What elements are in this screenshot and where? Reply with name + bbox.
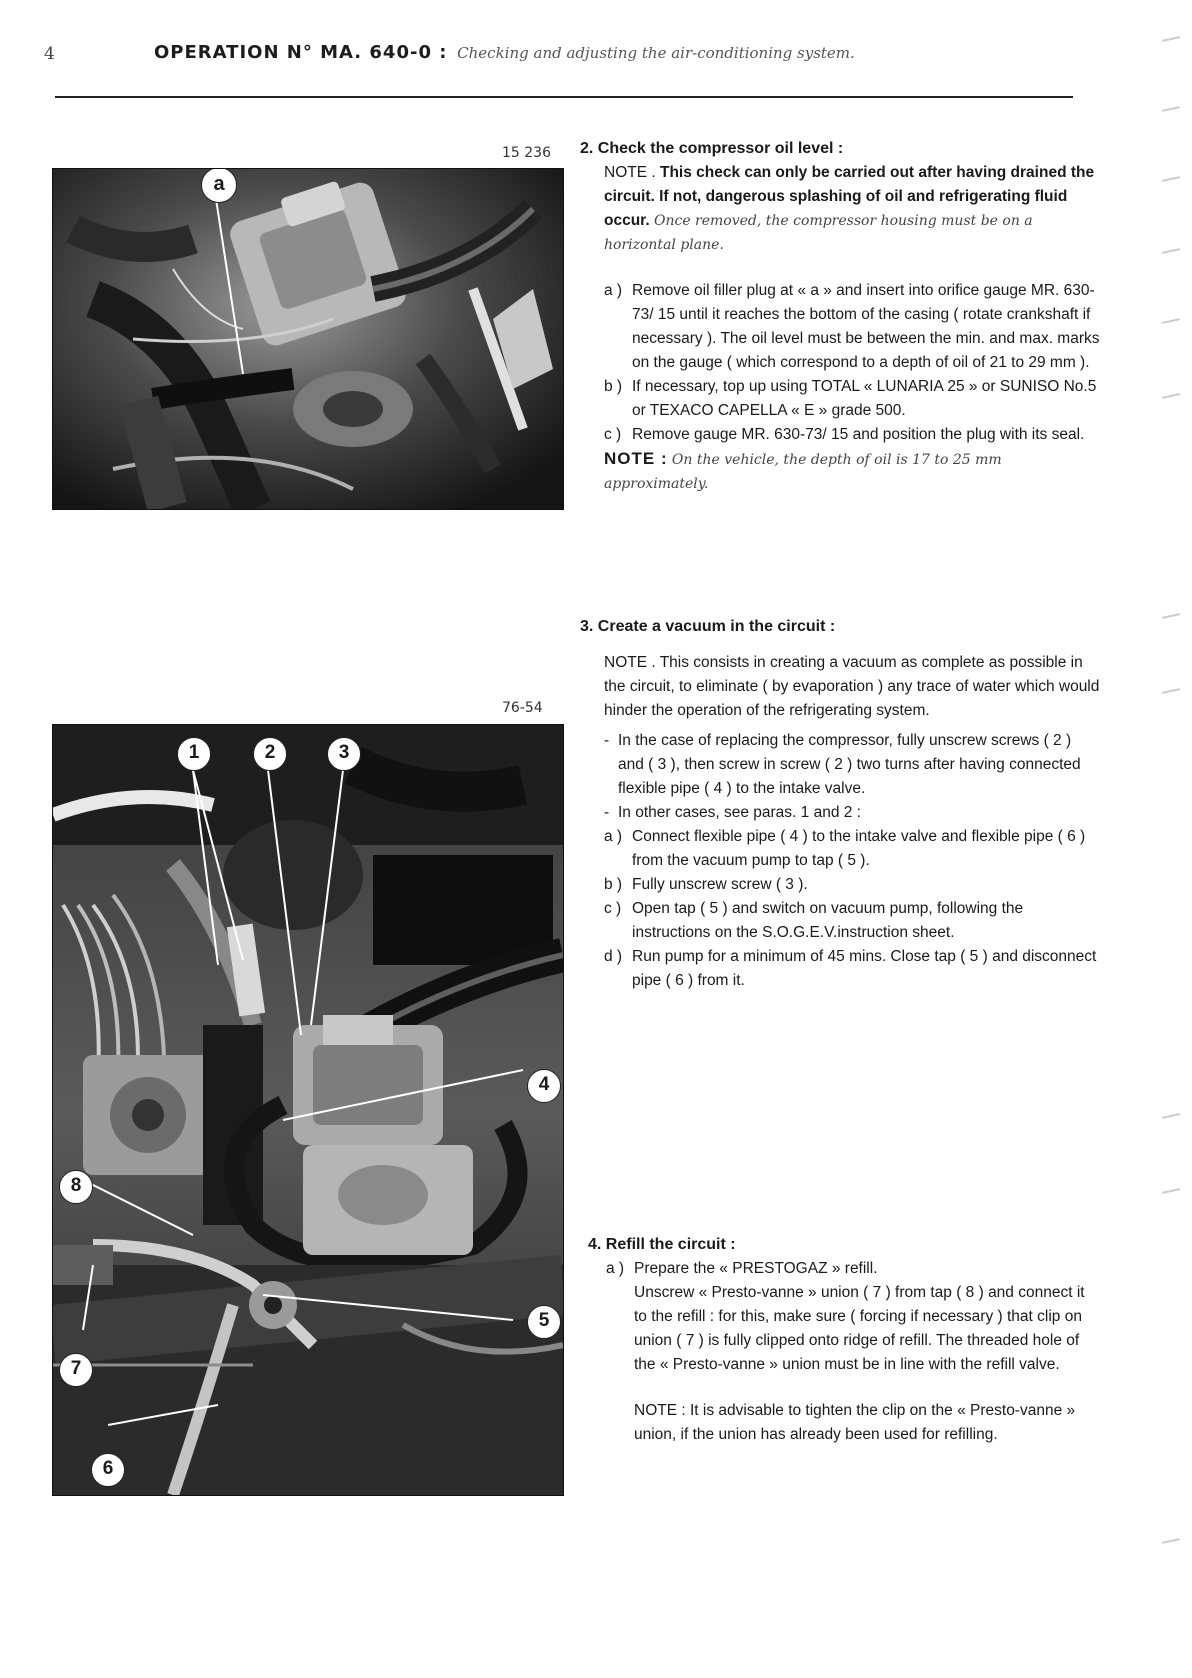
margin-mark: [1162, 393, 1180, 399]
section-2-note-label: NOTE .: [604, 164, 656, 181]
section-4-title: 4. Refill the circuit :: [588, 1236, 736, 1253]
figure-1-ref: 15 236: [502, 145, 551, 161]
callout-8: 8: [59, 1170, 93, 1204]
margin-mark: [1162, 318, 1180, 324]
figure-2-photo: [52, 724, 564, 1496]
section-3-item-b: b ) Fully unscrew screw ( 3 ).: [604, 876, 808, 893]
callout-4: 4: [527, 1069, 561, 1103]
section-2-note: [580, 161, 1100, 257]
section-4-item-a: a ) Prepare the « PRESTOGAZ » refill.: [606, 1260, 878, 1277]
margin-mark: [1162, 248, 1180, 254]
section-2-note-bold: This check can only be carried out after having drained the circuit. If not, dangerous splashing of oil and refrigerating fluid occur.: [604, 164, 1095, 229]
section-2-item-b: b ) If necessary, top up using TOTAL « LUNARIA 25 » or SUNISO No.5 or TEXACO CAPELLA « E » grade 500.: [604, 378, 1097, 419]
callout-1: 1: [177, 737, 211, 771]
page-header: [154, 42, 855, 63]
section-3-item-d: d ) Run pump for a minimum of 45 mins. Close tap ( 5 ) and disconnect pipe ( 6 ) from it.: [604, 948, 1097, 989]
section-4-note: NOTE : It is advisable to tighten the clip on the « Presto-vanne » union, if the union has already been used for refilling.: [634, 1402, 1076, 1443]
section-2-note-italic: Once removed, the compressor housing must be on a horizontal plane.: [604, 213, 1033, 253]
margin-mark: [1162, 106, 1180, 112]
margin-mark: [1162, 1188, 1180, 1194]
section-3-dash-1: - In the case of replacing the compressor, fully unscrew screws ( 2 ) and ( 3 ), then screw in screw ( 2 ) two turns after having connected flexible pipe ( 4 ) to the intake valve.: [604, 732, 1081, 797]
section-3-note: NOTE . This consists in creating a vacuum as complete as possible in the circuit, to eliminate ( by evaporation ) any trace of water which would hinder the operation of the refrigerating system.: [604, 654, 1100, 719]
operation-title: Checking and adjusting the air-conditioning system.: [457, 44, 855, 62]
figure-1-photo: [52, 168, 564, 510]
header-rule: [55, 96, 1073, 98]
section-3: [580, 615, 1100, 993]
section-2: [580, 137, 1100, 496]
page-number: 4: [44, 44, 55, 64]
callout-2: 2: [253, 737, 287, 771]
callout-7: 7: [59, 1353, 93, 1387]
section-3-item-c: c ) Open tap ( 5 ) and switch on vacuum pump, following the instructions on the S.O.G.E.V.instruction sheet.: [604, 900, 1024, 941]
section-3-item-a: a ) Connect flexible pipe ( 4 ) to the intake valve and flexible pipe ( 6 ) from the vacuum pump to tap ( 5 ).: [604, 828, 1086, 869]
callout-5: 5: [527, 1305, 561, 1339]
margin-mark: [1162, 613, 1180, 619]
section-2-note2: [604, 447, 1100, 496]
section-2-note2-label: NOTE :: [604, 449, 668, 468]
figure-2-ref: 76-54: [502, 700, 543, 716]
margin-mark: [1162, 1538, 1180, 1544]
margin-mark: [1162, 1113, 1180, 1119]
operation-number: OPERATION N° MA. 640-0 :: [154, 42, 448, 63]
section-3-dash-2: - In other cases, see paras. 1 and 2 :: [604, 804, 861, 821]
margin-mark: [1162, 176, 1180, 182]
section-4-body: Unscrew « Presto-vanne » union ( 7 ) from tap ( 8 ) and connect it to the refill : for this, make sure ( forcing if necessary ) that clip on union ( 7 ) is fully clipped onto ridge of refill. The threaded hole of the « Presto-vanne » union must be in line with the refill valve.: [634, 1284, 1085, 1373]
section-2-title: 2. Check the compressor oil level :: [580, 140, 844, 157]
callout-6: 6: [91, 1453, 125, 1487]
callout-a: a: [201, 168, 237, 203]
section-4: [588, 1233, 1100, 1447]
section-2-note2-text: On the vehicle, the depth of oil is 17 to 25 mm approximately.: [604, 452, 1002, 492]
margin-mark: [1162, 36, 1180, 42]
section-2-item-a: a ) Remove oil filler plug at « a » and insert into orifice gauge MR. 630-73/ 15 until it reaches the bottom of the casing ( rotate crankshaft if necessary ). The oil level must be between the min. and max. marks on the gauge ( which correspond to a depth of oil of 21 to 29 mm ).: [604, 282, 1100, 371]
callout-3: 3: [327, 737, 361, 771]
section-3-title: 3. Create a vacuum in the circuit :: [580, 618, 836, 635]
margin-mark: [1162, 688, 1180, 694]
section-2-item-c: c ) Remove gauge MR. 630-73/ 15 and position the plug with its seal.: [604, 426, 1085, 443]
